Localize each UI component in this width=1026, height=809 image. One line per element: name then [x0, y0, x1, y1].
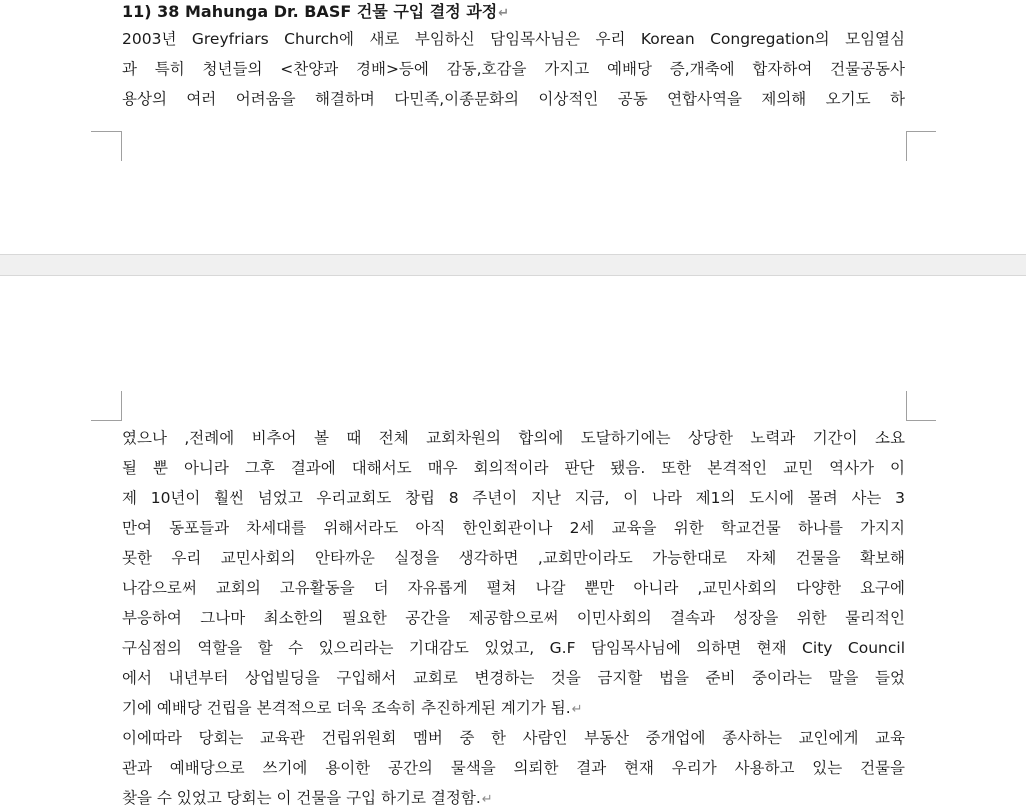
- page-separator: [0, 254, 1026, 276]
- margin-mark: [906, 420, 936, 421]
- text-line-last: 찾을 수 있었고 당회는 이 건물을 구입 하기로 결정함.↵: [122, 789, 493, 807]
- margin-mark: [906, 131, 936, 132]
- text-line: 나감으로써 교회의 고유활동을 더 자유롭게 펼쳐 나갈 뿐만 아니라 ,교민사회의 다양한 요구에: [122, 579, 905, 597]
- document-page-2: [0, 276, 1026, 809]
- document-page-1: [0, 0, 1026, 254]
- text-line-last: 기에 예배당 건립을 본격적으로 더욱 조속히 추진하게된 계기가 됨.↵: [122, 699, 583, 717]
- page-2-text: [122, 423, 905, 809]
- text-line: 못한 우리 교민사회의 안타까운 실정을 생각하면 ,교회만이라도 가능한대로 자체 건물을 확보해: [122, 549, 905, 567]
- text-line: 2003년 Greyfriars Church에 새로 부임하신 담임목사님은 우리 Korean Congregation의 모임열심: [122, 30, 905, 48]
- margin-mark: [906, 391, 907, 421]
- text-line: 였으나 ,전례에 비추어 볼 때 전체 교회차원의 합의에 도달하기에는 상당한 노력과 기간이 소요: [122, 429, 905, 447]
- margin-mark: [121, 391, 122, 421]
- text-line: 제 10년이 훨씬 넘었고 우리교회도 창립 8 주년이 지난 지금, 이 나라 제1의 도시에 몰려 사는 3: [122, 489, 905, 507]
- text-line: 될 뿐 아니라 그후 결과에 대해서도 매우 회의적이라 판단 됐음. 또한 본격적인 교민 역사가 이: [122, 459, 905, 477]
- text-line: 이에따라 당회는 교육관 건립위원회 멤버 중 한 사람인 부동산 중개업에 종사하는 교인에게 교육: [122, 729, 905, 747]
- text-line: 관과 예배당으로 쓰기에 용이한 공간의 물색을 의뢰한 결과 현재 우리가 사용하고 있는 건물을: [122, 759, 905, 777]
- text-line: 에서 내년부터 상업빌딩을 구입해서 교회로 변경하는 것을 금지할 법을 준비 중이라는 말을 들었: [122, 669, 905, 687]
- margin-mark: [906, 131, 907, 161]
- text-line: 구심점의 역할을 할 수 있으리라는 기대감도 있었고, G.F 담임목사님에 의하면 현재 City Council: [122, 639, 905, 657]
- paragraph-mark-icon: ↵: [481, 792, 493, 807]
- text-line: 만여 동포들과 차세대를 위해서라도 아직 한인회관이나 2세 교육을 위한 학교건물 하나를 가지지: [122, 519, 905, 537]
- text-line: 용상의 여러 어려움을 해결하며 다민족,이종문화의 이상적인 공동 연합사역을 제의해 오기도 하: [122, 90, 905, 108]
- paragraph-1: [122, 423, 905, 723]
- section-heading: 11) 38 Mahunga Dr. BASF 건물 구입 결정 과정↵: [122, 2, 510, 21]
- paragraph-mark-icon: ↵: [571, 702, 583, 717]
- margin-mark: [121, 131, 122, 161]
- page-1-text: [122, 0, 905, 114]
- paragraph-2: [122, 723, 905, 809]
- text-line: 과 특히 청년들의 <찬양과 경배>등에 감동,호감을 가지고 예배당 증,개축에 합자하여 건물공동사: [122, 60, 905, 78]
- paragraph-mark-icon: ↵: [498, 6, 510, 21]
- text-line: 부응하여 그나마 최소한의 필요한 공간을 제공함으로써 이민사회의 결속과 성장을 위한 물리적인: [122, 609, 905, 627]
- margin-mark: [91, 131, 121, 132]
- margin-mark: [91, 420, 121, 421]
